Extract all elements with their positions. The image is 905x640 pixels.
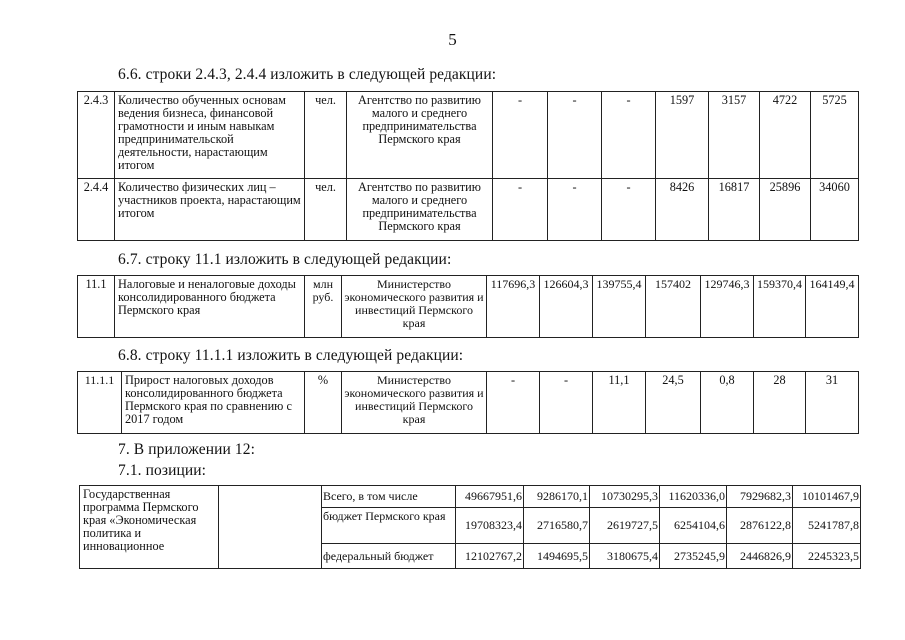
row-code: 11.1 (78, 276, 115, 338)
indicator-name: Налоговые и неналоговые доходы консолидированного бюджета Пермского края (115, 276, 305, 338)
amount-cell: 12102767,2 (456, 544, 524, 569)
value-cell: 25896 (760, 179, 811, 241)
table-row (78, 92, 859, 179)
value-cell: 0,8 (701, 372, 754, 434)
section-6-6-heading: 6.6. строки 2.4.3, 2.4.4 изложить в следующей редакции: (118, 66, 497, 83)
value-cell: 8426 (656, 179, 709, 241)
amount-cell: 2619727,5 (590, 508, 660, 544)
table-row (80, 486, 861, 508)
page-number: 5 (448, 30, 457, 49)
value-cell: - (548, 179, 602, 241)
value-cell: 139755,4 (593, 276, 646, 338)
value-cell: 4722 (760, 92, 811, 179)
value-cell: 157402 (646, 276, 701, 338)
funding-source-label: Всего, в том числе (322, 486, 456, 508)
value-cell: 126604,3 (540, 276, 593, 338)
value-cell: 1597 (656, 92, 709, 179)
value-cell: - (540, 372, 593, 434)
value-cell: 117696,3 (487, 276, 540, 338)
table-row (78, 276, 859, 338)
section-6-7-heading: 6.7. строку 11.1 изложить в следующей редакции: (118, 251, 452, 268)
amount-cell: 10101467,9 (793, 486, 861, 508)
amount-cell: 2245323,5 (793, 544, 861, 569)
value-cell: 3157 (709, 92, 760, 179)
amount-cell: 6254104,6 (660, 508, 727, 544)
value-cell: - (493, 179, 548, 241)
value-cell: 34060 (811, 179, 859, 241)
value-cell: 28 (754, 372, 806, 434)
responsible-agency: Агентство по развитию малого и среднего предпринимательства Пермского края (347, 179, 493, 241)
value-cell: 159370,4 (754, 276, 806, 338)
table-row (78, 372, 859, 434)
amount-cell: 1494695,5 (524, 544, 590, 569)
unit-cell: млн руб. (305, 276, 342, 338)
row-code: 11.1.1 (78, 372, 122, 434)
value-cell: 24,5 (646, 372, 701, 434)
indicator-name: Количество физических лиц – участников проекта, нарастающим итогом (115, 179, 305, 241)
section-6-8-heading: 6.8. строку 11.1.1 изложить в следующей редакции: (118, 347, 464, 364)
funding-source-label: бюджет Пермского края (322, 508, 456, 544)
responsible-ministry: Министерство экономического развития и инвестиций Пермского края (342, 276, 487, 338)
amount-cell: 49667951,6 (456, 486, 524, 508)
table-rows-2-4-3-2-4-4 (77, 91, 859, 241)
responsible-agency: Агентство по развитию малого и среднего предпринимательства Пермского края (347, 92, 493, 179)
section-7-1-heading: 7.1. позиции: (118, 462, 207, 479)
amount-cell: 2716580,7 (524, 508, 590, 544)
value-cell: 16817 (709, 179, 760, 241)
amount-cell: 3180675,4 (590, 544, 660, 569)
funding-source-label: федеральный бюджет (322, 544, 456, 569)
value-cell: 164149,4 (806, 276, 859, 338)
unit-cell: чел. (305, 179, 347, 241)
row-code: 2.4.4 (78, 179, 115, 241)
value-cell: - (548, 92, 602, 179)
amount-cell: 7929682,3 (727, 486, 793, 508)
table-row-11-1-1 (77, 371, 859, 434)
table-row (78, 179, 859, 241)
value-cell: 129746,3 (701, 276, 754, 338)
indicator-name: Прирост налоговых доходов консолидированного бюджета Пермского края по сравнению с 2017 годом (122, 372, 305, 434)
value-cell: - (487, 372, 540, 434)
amount-cell: 9286170,1 (524, 486, 590, 508)
amount-cell: 2446826,9 (727, 544, 793, 569)
value-cell: 5725 (811, 92, 859, 179)
amount-cell: 10730295,3 (590, 486, 660, 508)
indicator-name: Количество обученных основам ведения бизнеса, финансовой грамотности и иным навыкам предпринимательской деятельности, нарастающим итогом (115, 92, 305, 179)
value-cell: - (602, 92, 656, 179)
value-cell: 11,1 (593, 372, 646, 434)
unit-cell: чел. (305, 92, 347, 179)
value-cell: - (493, 92, 548, 179)
amount-cell: 5241787,8 (793, 508, 861, 544)
table-program-financing (79, 485, 861, 569)
table-row-11-1 (77, 275, 859, 338)
amount-cell: 2735245,9 (660, 544, 727, 569)
value-cell: 31 (806, 372, 859, 434)
row-code: 2.4.3 (78, 92, 115, 179)
amount-cell: 19708323,4 (456, 508, 524, 544)
unit-cell: % (305, 372, 342, 434)
responsible-ministry: Министерство экономического развития и инвестиций Пермского края (342, 372, 487, 434)
amount-cell: 2876122,8 (727, 508, 793, 544)
section-7-heading: 7. В приложении 12: (118, 441, 256, 458)
program-name: Государственная программа Пермского края «Экономическая политика и инновационное (80, 486, 219, 569)
value-cell: - (602, 179, 656, 241)
empty-cell (219, 486, 322, 569)
amount-cell: 11620336,0 (660, 486, 727, 508)
